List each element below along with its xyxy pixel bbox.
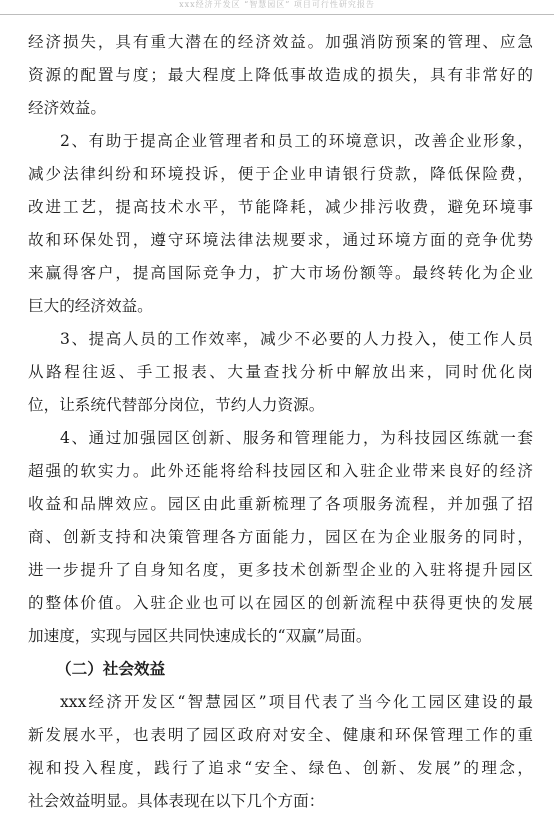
paragraph-5-first-line: xxx经济开发区“智慧园区”项目代表了当今化工园区建设的最 [60, 693, 533, 711]
body-line: 资源的配置与度；最大程度上降低事故造成的损失，具有非常好的 [28, 66, 533, 84]
body-line: 来赢得客户，提高国际竞争力，扩大市场份额等。最终转化为企业 [28, 264, 533, 282]
body-line: 减少法律纠纷和环境投诉，便于企业申请银行贷款，降低保险费， [28, 165, 533, 183]
body-line: 的整体价值。入驻企业也可以在园区的创新流程中获得更快的发展 [28, 594, 533, 612]
body-line: 从路程往返、手工报表、大量查找分析中解放出来，同时优化岗 [28, 363, 533, 381]
body-line: 位，让系统代替部分岗位，节约人力资源。 [28, 396, 325, 414]
body-line: 巨大的经济效益。 [28, 297, 153, 315]
body-line: 改进工艺，提高技术水平，节能降耗，减少排污收费，避免环境事 [28, 198, 533, 216]
body-line: 新发展水平，也表明了园区政府对安全、健康和环保管理工作的重 [28, 726, 533, 744]
body-line: 加速度，实现与园区共同快速成长的“双赢”局面。 [28, 627, 372, 645]
body-line: 商、创新支持和决策管理各方面能力，园区在为企业服务的同时， [28, 528, 533, 546]
body-line: 进一步提升了自身知名度，更多技术创新型企业的入驻将提升园区 [28, 561, 533, 579]
body-line: 视和投入程度，践行了追求“安全、绿色、创新、发展”的理念， [28, 759, 533, 777]
section-heading: （二）社会效益 [56, 659, 166, 678]
page-header: xxx经济开发区 “智慧园区” 项目可行性研究报告 [0, 0, 554, 15]
body-line: 收益和品牌效应。园区由此重新梳理了各项服务流程，并加强了招 [28, 495, 533, 513]
paragraph-3-first-line: 3、提高人员的工作效率，减少不必要的人力投入，使工作人员 [60, 330, 533, 348]
body-line: 经济损失，具有重大潜在的经济效益。加强消防预案的管理、应急 [28, 33, 533, 51]
body-line: 经济效益。 [28, 99, 106, 117]
body-line: 社会效益明显。具体表现在以下几个方面： [28, 792, 325, 810]
body-line: 超强的软实力。此外还能将给科技园区和入驻企业带来良好的经济 [28, 462, 533, 480]
body-line: 故和环保处罚，遵守环境法律法规要求，通过环境方面的竞争优势 [28, 231, 533, 249]
paragraph-2-first-line: 2、有助于提高企业管理者和员工的环境意识，改善企业形象， [60, 132, 533, 150]
paragraph-4-first-line: 4、通过加强园区创新、服务和管理能力，为科技园区练就一套 [60, 429, 533, 447]
